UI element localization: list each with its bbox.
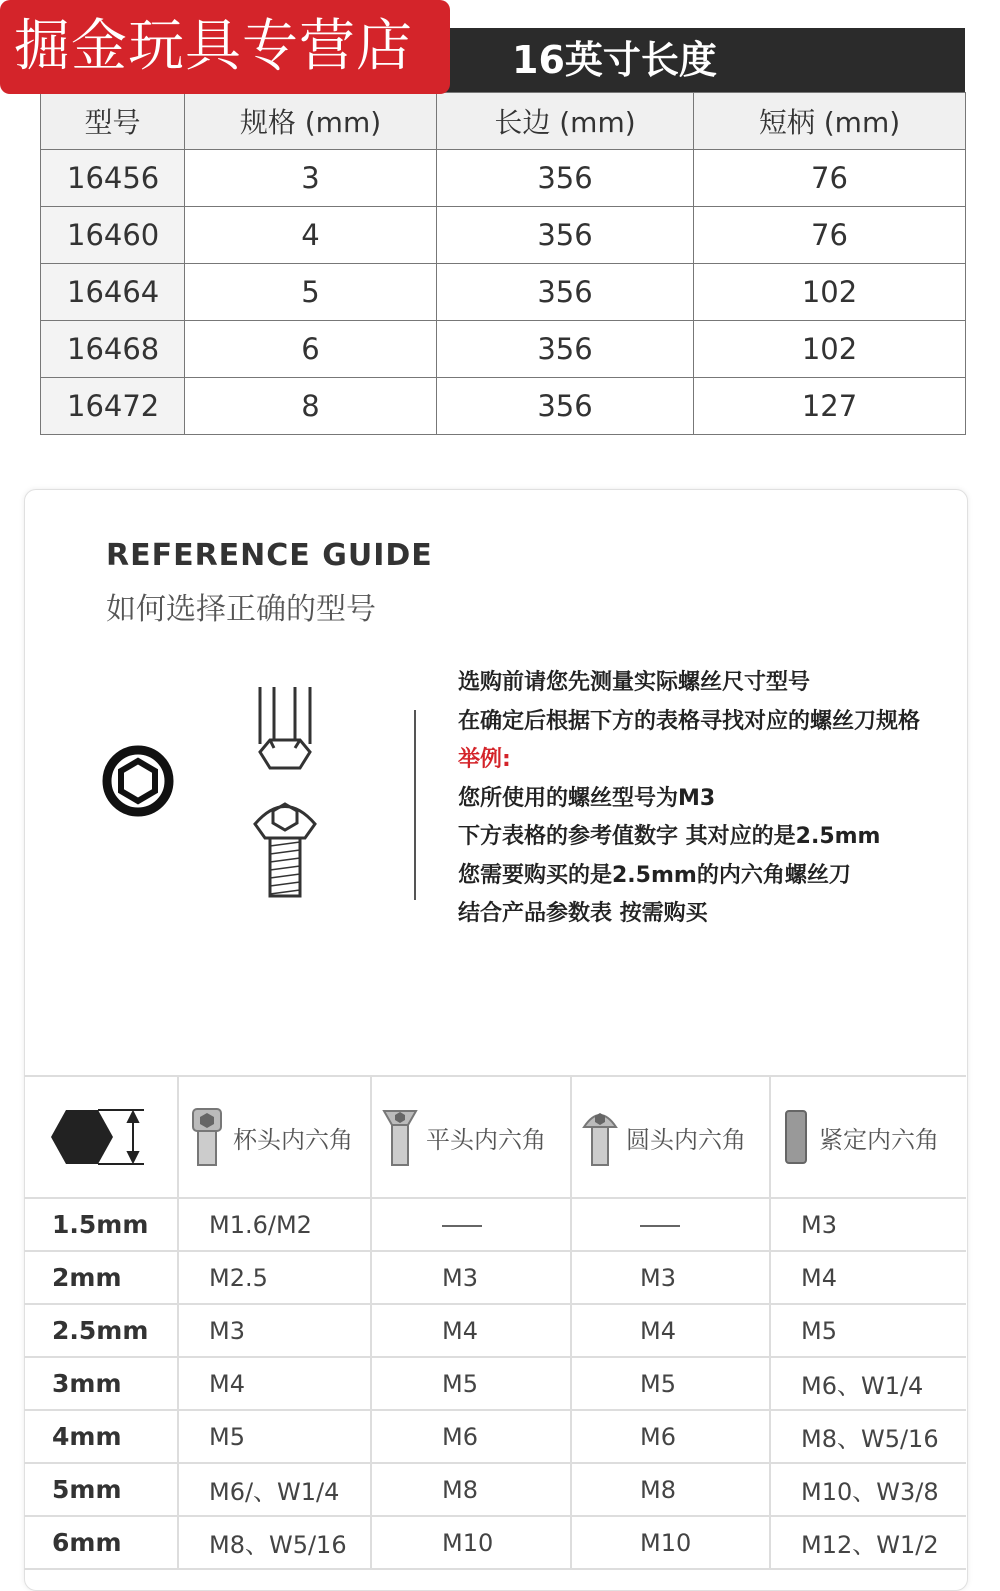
hex-size-icon xyxy=(46,1102,146,1172)
round-cell: M10 xyxy=(571,1516,770,1569)
set-cell: M8、W5/16 xyxy=(770,1410,966,1463)
short-cell: 127 xyxy=(694,378,966,435)
hex-size-cell: 4mm xyxy=(24,1410,178,1463)
cup-cell: M3 xyxy=(178,1304,371,1357)
spec-header-model: 型号 xyxy=(41,93,185,150)
cup-head-screw-icon xyxy=(189,1107,225,1167)
table-row xyxy=(41,150,966,207)
size-cell: 8 xyxy=(185,378,437,435)
set-screw-icon xyxy=(781,1107,811,1167)
model-cell: 16468 xyxy=(41,321,185,378)
spec-table-title: 16英寸长度 xyxy=(440,28,965,92)
set-cell: M3 xyxy=(770,1198,966,1251)
flat-cell: M10 xyxy=(371,1516,571,1569)
guide-instructions xyxy=(458,664,920,934)
ref-header-row xyxy=(24,1076,966,1198)
hex-socket-icon xyxy=(100,743,176,819)
size-cell: 4 xyxy=(185,207,437,264)
ref-header-round xyxy=(571,1076,770,1198)
model-cell: 16460 xyxy=(41,207,185,264)
round-cell: M6 xyxy=(571,1410,770,1463)
cup-cell: M2.5 xyxy=(178,1251,371,1304)
table-row xyxy=(24,1251,966,1304)
guide-line: 在确定后根据下方的表格寻找对应的螺丝刀规格 xyxy=(458,708,921,734)
short-cell: 102 xyxy=(694,264,966,321)
hex-key-icon xyxy=(250,682,320,782)
cup-cell: M1.6/M2 xyxy=(178,1198,371,1251)
spec-header-long: 长边 (mm) xyxy=(437,93,694,150)
long-cell: 356 xyxy=(437,264,694,321)
round-cell: M8 xyxy=(571,1463,770,1516)
store-badge: 掘金玩具专营店 xyxy=(0,0,450,94)
socket-screw-icon xyxy=(250,794,320,900)
cup-cell: M4 xyxy=(178,1357,371,1410)
table-row xyxy=(24,1304,966,1357)
table-row xyxy=(24,1357,966,1410)
size-cell: 5 xyxy=(185,264,437,321)
ref-header-flat-label: 平头内六角 xyxy=(426,1125,546,1154)
round-cell: M4 xyxy=(571,1304,770,1357)
round-head-screw-icon xyxy=(582,1107,618,1167)
guide-example-label: 举例: xyxy=(458,747,511,772)
long-cell: 356 xyxy=(437,378,694,435)
spec-header-size: 规格 (mm) xyxy=(185,93,437,150)
flat-cell: M4 xyxy=(371,1304,571,1357)
table-row xyxy=(41,321,966,378)
short-cell: 76 xyxy=(694,150,966,207)
cup-cell: M6/、W1/4 xyxy=(178,1463,371,1516)
long-cell: 356 xyxy=(437,321,694,378)
long-cell: 356 xyxy=(437,207,694,264)
round-cell xyxy=(571,1198,770,1251)
guide-divider xyxy=(414,710,416,900)
cup-cell: M8、W5/16 xyxy=(178,1516,371,1569)
flat-cell: M8 xyxy=(371,1463,571,1516)
guide-line: 选购前请您先测量实际螺丝尺寸型号 xyxy=(458,670,811,695)
set-cell: M5 xyxy=(770,1304,966,1357)
hex-size-cell: 1.5mm xyxy=(24,1198,178,1251)
flat-cell: M3 xyxy=(371,1251,571,1304)
short-cell: 76 xyxy=(694,207,966,264)
spec-header-short: 短柄 (mm) xyxy=(694,93,966,150)
round-cell: M3 xyxy=(571,1251,770,1304)
hex-size-cell: 2.5mm xyxy=(24,1304,178,1357)
hex-size-cell: 5mm xyxy=(24,1463,178,1516)
cup-cell: M5 xyxy=(178,1410,371,1463)
set-cell: M4 xyxy=(770,1251,966,1304)
hex-size-cell: 3mm xyxy=(24,1357,178,1410)
hex-size-cell: 6mm xyxy=(24,1516,178,1569)
table-row xyxy=(41,207,966,264)
table-row xyxy=(24,1410,966,1463)
ref-header-set-label: 紧定内六角 xyxy=(819,1125,939,1154)
ref-header-cup xyxy=(178,1076,371,1198)
set-cell: M12、W1/2 xyxy=(770,1516,966,1569)
flat-cell: M5 xyxy=(371,1357,571,1410)
ref-header-size xyxy=(24,1076,178,1198)
flat-cell: M6 xyxy=(371,1410,571,1463)
guide-line: 下方表格的参考值数字 其对应的是2.5mm xyxy=(458,824,881,849)
flat-head-screw-icon xyxy=(382,1107,418,1167)
table-row xyxy=(24,1463,966,1516)
round-cell: M5 xyxy=(571,1357,770,1410)
guide-line: 结合产品参数表 按需购买 xyxy=(458,901,708,926)
table-row xyxy=(24,1516,966,1569)
set-cell: M10、W3/8 xyxy=(770,1463,966,1516)
ref-header-flat xyxy=(371,1076,571,1198)
spec-header-row xyxy=(41,93,966,150)
short-cell: 102 xyxy=(694,321,966,378)
guide-title: REFERENCE GUIDE xyxy=(106,538,433,573)
model-cell: 16472 xyxy=(41,378,185,435)
reference-table xyxy=(24,1075,966,1570)
ref-header-round-label: 圆头内六角 xyxy=(626,1125,746,1154)
empty-dash xyxy=(442,1225,482,1227)
table-row xyxy=(41,378,966,435)
ref-header-set xyxy=(770,1076,966,1198)
long-cell: 356 xyxy=(437,150,694,207)
empty-dash xyxy=(640,1225,680,1227)
table-row xyxy=(41,264,966,321)
hex-size-cell: 2mm xyxy=(24,1251,178,1304)
guide-subtitle: 如何选择正确的型号 xyxy=(106,592,376,627)
size-cell: 3 xyxy=(185,150,437,207)
spec-table xyxy=(40,92,966,435)
table-row xyxy=(24,1198,966,1251)
size-cell: 6 xyxy=(185,321,437,378)
flat-cell xyxy=(371,1198,571,1251)
set-cell: M6、W1/4 xyxy=(770,1357,966,1410)
ref-header-cup-label: 杯头内六角 xyxy=(233,1125,353,1154)
guide-line: 您所使用的螺丝型号为M3 xyxy=(458,785,716,811)
model-cell: 16456 xyxy=(41,150,185,207)
model-cell: 16464 xyxy=(41,264,185,321)
guide-line: 您需要购买的是2.5mm的内六角螺丝刀 xyxy=(458,862,851,888)
